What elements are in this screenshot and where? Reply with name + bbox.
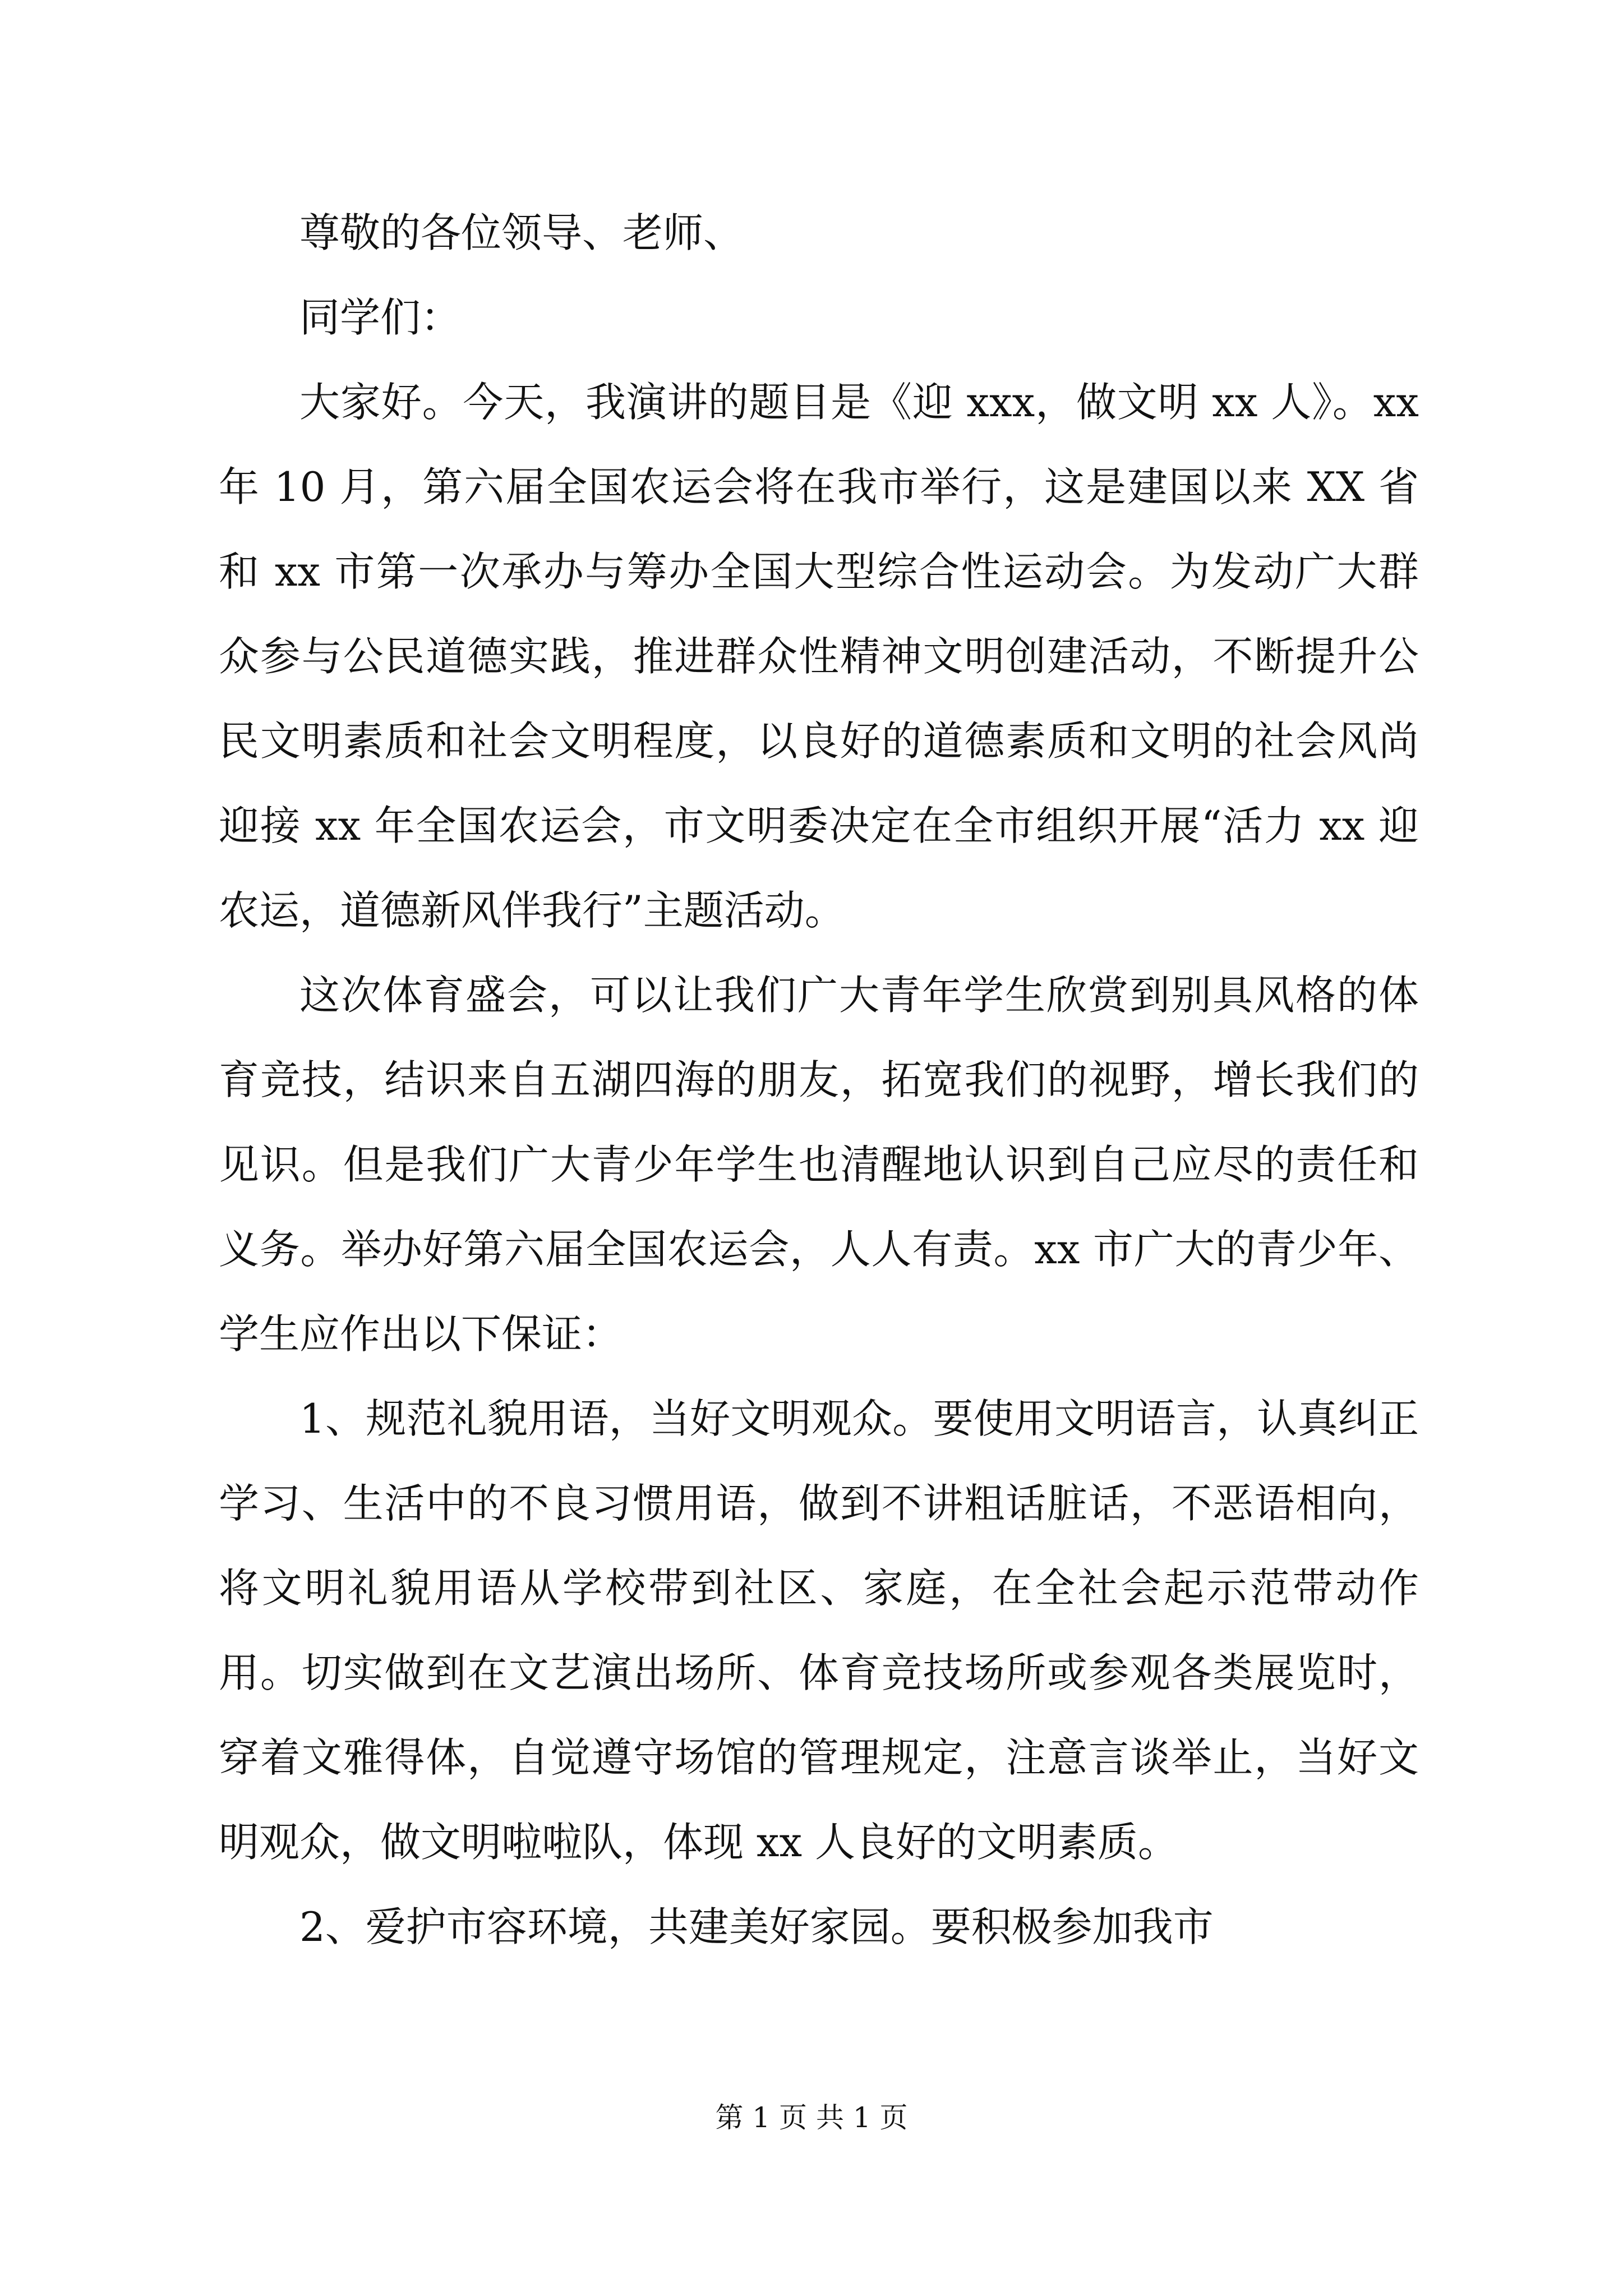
- salutation-line-2: 同学们：: [299, 294, 462, 341]
- paragraph-event: 这次体育盛会，可以让我们广大青年学生欣赏到别具风格的体育竞技，结识来自五湖四海的朋友，拓宽我们的视野，增长我们的见识。但是我们广大青少年学生也清醒地认识到自己应尽的责任和义务。举办好第六届全国农运会，人人有责。xx 市广大的青少年、学生应作出以下保证：: [219, 972, 1419, 1358]
- salutation-line-1: 尊敬的各位领导、老师、: [299, 209, 744, 256]
- paragraph-pledge-2: 2、爱护市容环境，共建美好家园。要积极参加我市: [299, 1903, 1214, 1950]
- page-footer: 第 1 页 共 1 页: [715, 2101, 908, 2134]
- paragraph-intro: 大家好。今天，我演讲的题目是《迎 xxx，做文明 xx 人》。xx 年 10 月，第六届全国农运会将在我市举行，这是建国以来 XX 省和 xx 市第一次承办与筹办全国大型综合性运动会。为发动广大群众参与公民道德实践，推进群众性精神文明创建活动，不断提升公民文明素质和社会文明程度，以良好的道德素质和文明的社会风尚迎接 xx 年全国农运会，市文明委决定在全市组织开展“活力 xx 迎农运，道德新风伴我行”主题活动。: [219, 379, 1419, 934]
- paragraph-pledge-1: 1、规范礼貌用语，当好文明观众。要使用文明语言，认真纠正学习、生活中的不良习惯用语，做到不讲粗话脏话，不恶语相向，将文明礼貌用语从学校带到社区、家庭，在全社会起示范带动作用。切实做到在文艺演出场所、体育竞技场所或参观各类展览时，穿着文雅得体，自觉遵守场馆的管理规定，注意言谈举止，当好文明观众，做文明啦啦队，体现 xx 人良好的文明素质。: [219, 1395, 1419, 1866]
- document-body: [219, 191, 1419, 1970]
